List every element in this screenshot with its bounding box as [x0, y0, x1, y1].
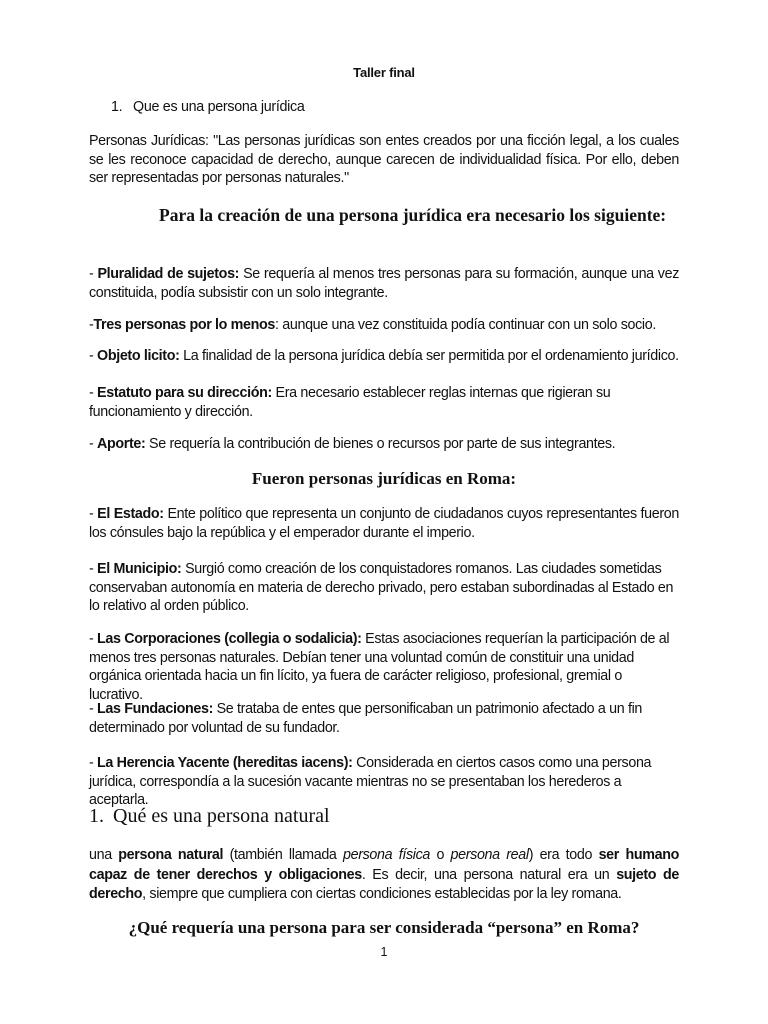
requirement-item: - Estatuto para su dirección: Era necesario establecer reglas internas que rigieran su funcionamiento y dirección. — [89, 385, 611, 420]
question-1-text: Que es una persona jurídica — [133, 99, 305, 115]
requirement-term: Tres personas por lo menos — [93, 317, 276, 333]
rome-item-term: La Herencia Yacente (hereditas iacens): — [97, 755, 353, 771]
rome-item: - Las Fundaciones: Se trataba de entes que personificaban un patrimonio afectado a un fin determinado por voluntad de su fundador. — [89, 701, 642, 736]
rome-item: - Las Corporaciones (collegia o sodalicia): Estas asociaciones requerían la participación de al menos tres personas naturales. Debían tener una voluntad común de constituir una unidad orgánica orientada hacia un fin lícito, ya fuera de carácter religioso, profesional, gremial o lucrativo. — [89, 631, 670, 703]
natural-person-definition: una persona natural (también llamada persona física o persona real) era todo ser humano capaz de tener derechos y obligaciones. Es decir, una persona natural era un sujeto de derecho, siempre que cumpliera con ciertas condiciones establecidas por la ley romana. — [89, 847, 679, 902]
rome-item-term: Las Corporaciones (collegia o sodalicia): — [97, 631, 362, 647]
question-2-text: Qué es una persona natural — [113, 805, 330, 827]
requirement-term: Estatuto para su dirección: — [97, 385, 272, 401]
question-2-number: 1. — [89, 805, 104, 827]
legal-person-definition: Personas Jurídicas: "Las personas jurídicas son entes creados por una ficción legal, a los cuales se les reconoce capacidad de derecho, aunque carecen de individualidad física. Por ello, deben ser representadas por personas naturales." — [89, 133, 679, 186]
rome-item-term: El Estado: — [97, 506, 164, 522]
requirement-item: -Tres personas por lo menos: aunque una vez constituida podía continuar con un solo socio. — [89, 317, 656, 333]
requirement-item: - Objeto licito: La finalidad de la persona jurídica debía ser permitida por el ordenamiento jurídico. — [89, 348, 679, 364]
creation-heading: Para la creación de una persona jurídica era necesario los siguiente: — [159, 205, 667, 225]
rome-item: - La Herencia Yacente (hereditas iacens): Considerada en ciertos casos como una persona jurídica, correspondía a la sucesión vacante mientras no se presentaban los herederos a aceptarla. — [89, 755, 652, 808]
requirement-term: Pluralidad de sujetos: — [97, 266, 240, 282]
question-1 — [111, 99, 305, 115]
requirement-item: - Pluralidad de sujetos: Se requería al menos tres personas para su formación, aunque una vez constituida, podía subsistir con un solo integrante. — [89, 266, 679, 301]
rome-item: - El Municipio: Surgió como creación de los conquistadores romanos. Las ciudades sometidas conservaban autonomía en materia de derecho privado, pero estaban subordinadas al Estado en lo relativo al orden público. — [89, 561, 674, 614]
requirement-item: - Aporte: Se requería la contribución de bienes o recursos por parte de sus integrantes. — [89, 436, 616, 452]
question-2 — [89, 805, 679, 828]
document-title: Taller final — [353, 65, 415, 80]
question-heading: ¿Qué requería una persona para ser considerada “persona” en Roma? — [128, 918, 640, 937]
requirement-term: Objeto licito: — [97, 348, 180, 364]
page-number: 1 — [380, 945, 388, 959]
rome-item: - El Estado: Ente político que representa un conjunto de ciudadanos cuyos representantes fueron los cónsules bajo la república y el emperador durante el imperio. — [89, 506, 679, 541]
rome-item-term: Las Fundaciones: — [97, 701, 213, 717]
requirement-term: Aporte: — [97, 436, 146, 452]
rome-heading: Fueron personas jurídicas en Roma: — [251, 469, 517, 488]
rome-item-term: El Municipio: — [97, 561, 182, 577]
question-1-number: 1. — [111, 99, 123, 115]
